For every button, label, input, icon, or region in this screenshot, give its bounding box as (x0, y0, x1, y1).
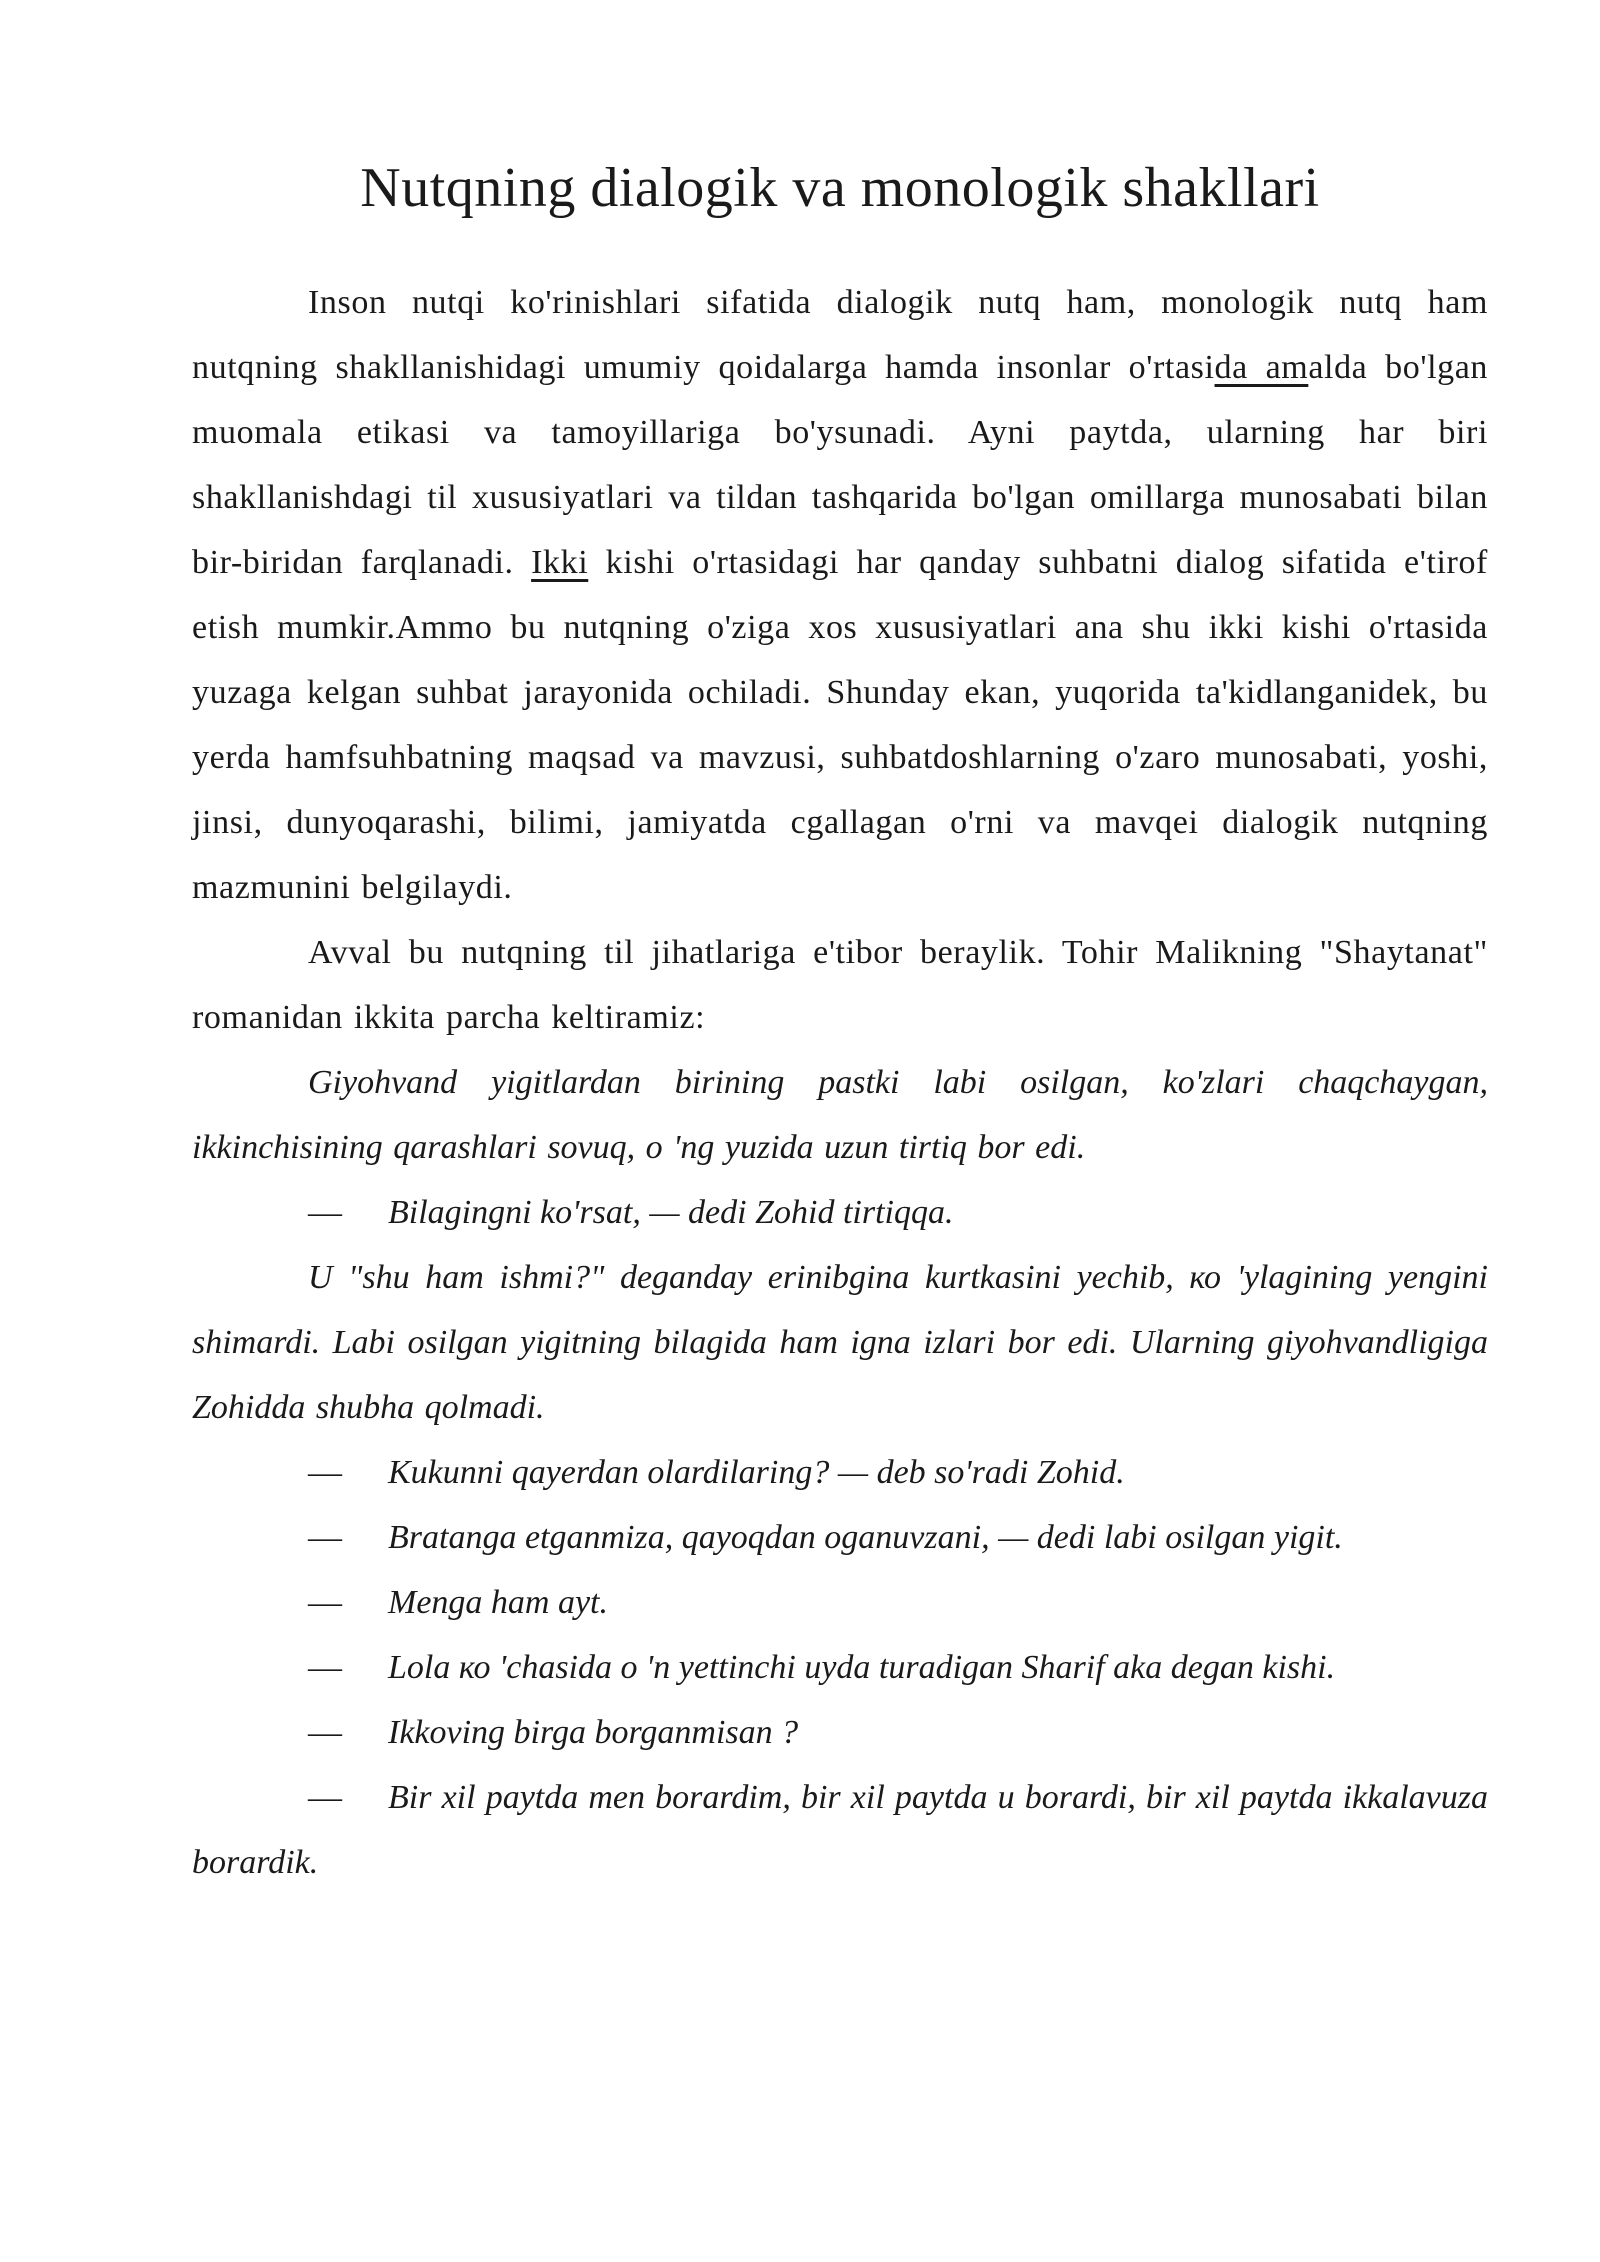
dialogue-text: Lola ко 'chasida o 'n yettinchi uyda turadigan Sharif aka degan kishi. (388, 1649, 1336, 1686)
paragraph-intro-part-c: kishi o'rtasidagi har qanday suhbatni dialog sifatida e'tirof etish mumkir.Ammo bu nutqning o'ziga xos xususiyatlari ana shu ikki kishi o'rtasida yuzaga kelgan suhbat jarayonida ochiladi. Shunday ekan, yuqorida ta'kidlanganidek, bu yerda hamfsuhbatning maqsad va mavzusi, suhbatdoshlarning o'zaro munosabati, yoshi, jinsi, dunyoqarashi, bilimi, jamiyatda cgallagan o'rni va mavqei dialogik nutqning mazmunini belgilaydi. (192, 544, 1488, 906)
dialogue-text: Menga ham ayt. (388, 1584, 609, 1621)
paragraph-intro-part-a: Inson nutqi ko'rinishlari sifatida dialogik nutq ham, monologik nutq ham nutqning shakllanishidagi umumiy qoidalarga hamda insonlar o'rtasi (192, 284, 1488, 386)
dash-marker: — (308, 1519, 342, 1556)
dialogue-text: Bratanga etganmiza, qayoqdan oganuvzani, — dedi labi osilgan yigit. (388, 1519, 1343, 1556)
quote-paragraph-1: Giyohvand yigitlardan birining pastki labi osilgan, ko'zlari chaqchaygan, ikkinchisining qarashlari sovuq, o 'ng yuzida uzun tirtiq bor edi. (192, 1064, 1488, 1166)
paragraph-novel-intro: Avval bu nutqning til jihatlariga e'tibor beraylik. Tohir Malikning "Shaytanat" romanidan ikkita parcha keltiramiz: (192, 934, 1488, 1036)
dialogue-line-1 (192, 1180, 1488, 1245)
dialogue-line-7 (192, 1765, 1488, 1895)
dialogue-text: Kukunni qayerdan olardilaring? — deb so'radi Zohid. (388, 1454, 1125, 1491)
document-title: Nutqning dialogik va monologik shakllari (360, 157, 1320, 219)
dash-marker: — (308, 1584, 342, 1621)
dialogue-line-3 (192, 1505, 1488, 1570)
dialogue-line-5 (192, 1635, 1488, 1700)
quote-paragraph-2: U "shu ham ishmi?" deganday erinibgina kurtkasini yechib, ко 'ylagining yengini shimardi. Labi osilgan yigitning bilagida ham igna izlari bor edi. Ularning giyohvandligiga Zohidda shubha qolmadi. (192, 1259, 1488, 1426)
dash-marker: — (308, 1194, 342, 1231)
dialogue-text: Bir xil paytda men borardim, bir xil paytda и borardi, bir xil paytda ikkalavuza borardik. (192, 1779, 1488, 1881)
dialogue-text: Ikkoving birga borganmisan ? (388, 1714, 799, 1751)
dialogue-text: Bilagingni ko'rsat, — dedi Zohid tirtiqqa. (388, 1194, 954, 1231)
dialogue-line-4 (192, 1570, 1488, 1635)
dialogue-line-2 (192, 1440, 1488, 1505)
underlined-fragment-1: da am (1214, 349, 1309, 386)
document-page (192, 140, 1488, 1895)
dash-marker: — (308, 1714, 342, 1751)
dialogue-line-6 (192, 1700, 1488, 1765)
underlined-fragment-2: Ikki (531, 544, 589, 581)
paragraph-intro (192, 270, 1488, 920)
dash-marker: — (308, 1779, 342, 1816)
paragraph-intro-part-b: alda bo'lgan muomala etikasi va tamoyillariga bo'ysunadi. Ayni paytda, ularning har biri shakllanishdagi til xususiyatlari va tildan tashqarida bo'lgan omillarga munosabati bilan bir-biridan farqlanadi. (192, 349, 1489, 581)
dash-marker: — (308, 1454, 342, 1491)
dash-marker: — (308, 1649, 342, 1686)
